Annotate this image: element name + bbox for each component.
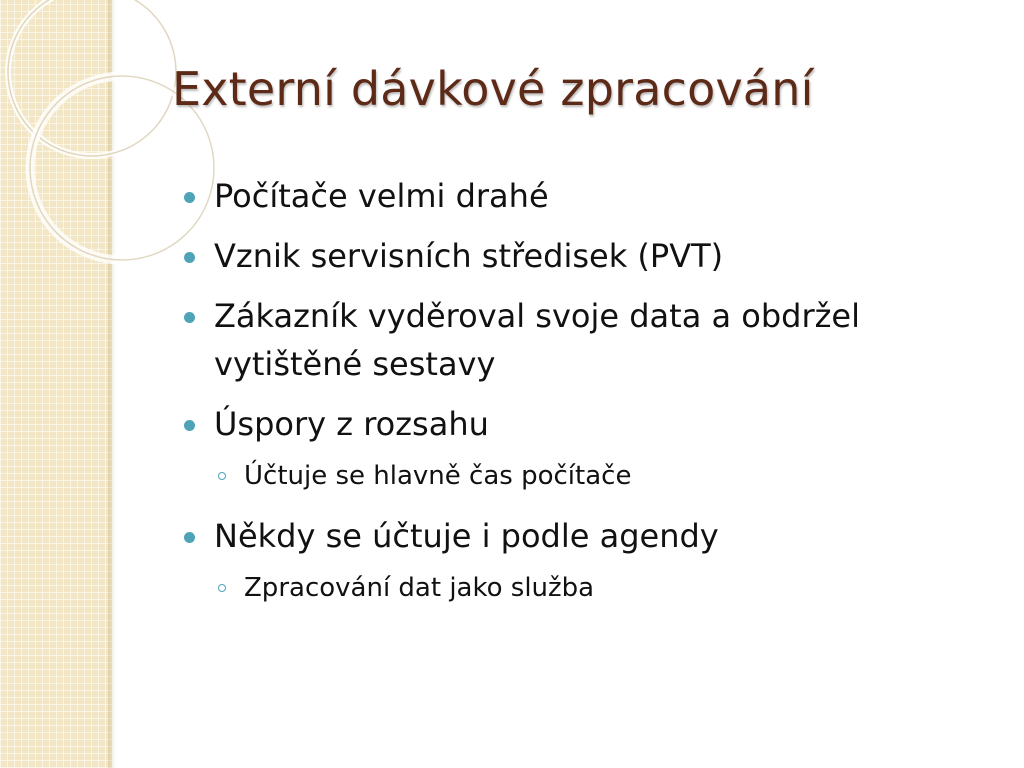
sub-list-item-text: Účtuje se hlavně čas počítače (244, 461, 632, 491)
ring-bullet-icon (218, 584, 226, 592)
sub-list-item (184, 456, 984, 496)
bullet-dot-icon (184, 420, 195, 431)
list-item-text: Úspory z rozsahu (214, 405, 489, 443)
bullet-list (184, 172, 984, 624)
bullet-dot-icon (184, 192, 195, 203)
list-item-text: Zákazník vyděroval svoje data a obdržel vytištěné sestavy (214, 297, 860, 383)
bullet-dot-icon (184, 312, 195, 323)
bullet-dot-icon (184, 252, 195, 263)
sub-list-item (184, 568, 984, 608)
list-item (184, 172, 984, 220)
ring-bullet-icon (218, 472, 226, 480)
slide-title: Externí dávkové zpracování (172, 62, 814, 116)
list-item-text: Někdy se účtuje i podle agendy (214, 517, 719, 555)
list-item-text: Počítače velmi drahé (214, 177, 549, 215)
list-item (184, 400, 984, 448)
decorative-rings-icon (0, 0, 150, 260)
list-item (184, 232, 984, 280)
list-item-text: Vznik servisních středisek (PVT) (214, 237, 724, 275)
sub-list-item-text: Zpracování dat jako služba (244, 573, 595, 603)
bullet-dot-icon (184, 532, 195, 543)
list-item (184, 512, 984, 560)
list-item (184, 292, 984, 388)
